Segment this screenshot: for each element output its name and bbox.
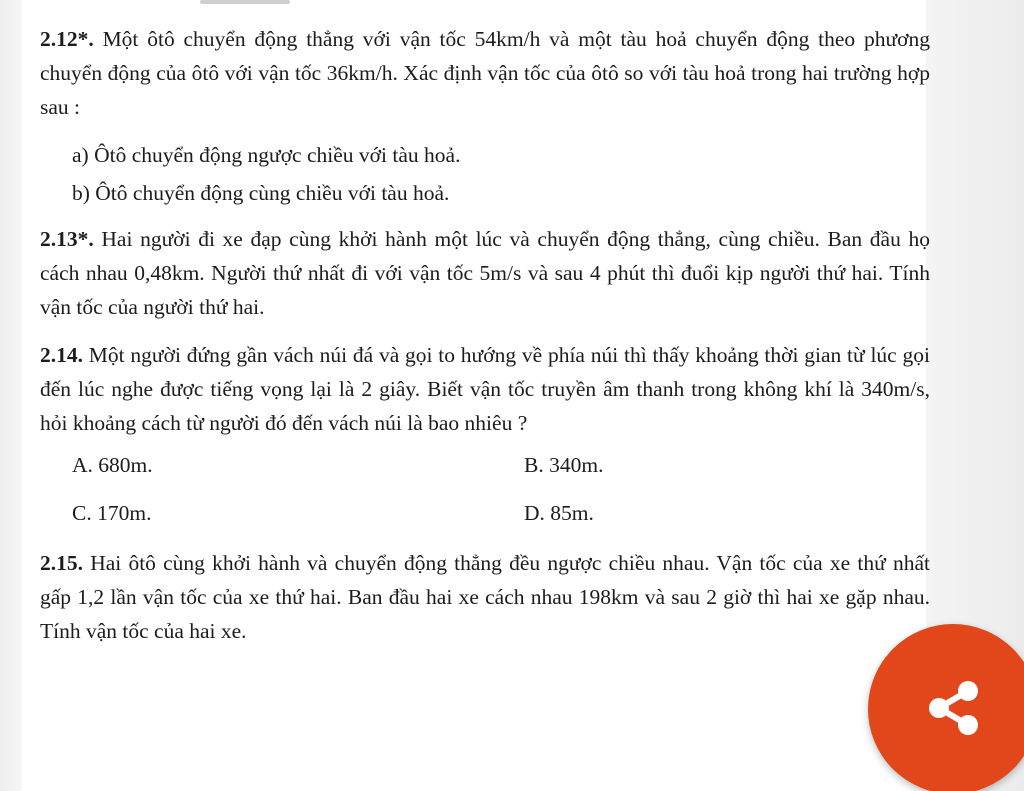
problem-text: Hai người đi xe đạp cùng khởi hành một lúc và chuyển động thẳng, cùng chiều. Ban đầu họ cách nhau 0,48km. Người thứ nhất đi với vận tốc 5m/s và sau 4 phút thì đuổi kịp người thứ hai. Tính vận tốc của người thứ hai. xyxy=(40,227,930,319)
problem-text: Hai ôtô cùng khởi hành và chuyển động thẳng đều ngược chiều nhau. Vận tốc của xe thứ nhất gấp 1,2 lần vận tốc của xe thứ hai. Ban đầu hai xe cách nhau 198km và sau 2 giờ thì hai xe gặp nhau. Tính vận tốc của hai xe. xyxy=(40,551,930,643)
scan-smudge xyxy=(200,0,290,4)
share-icon xyxy=(925,679,983,737)
problem-number: 2.15. xyxy=(40,551,83,575)
choice-d: D. 85m. xyxy=(524,501,594,525)
problem-part-b: b) Ôtô chuyển động cùng chiều với tàu hoả. xyxy=(72,181,450,205)
problem-2-15 xyxy=(40,546,930,648)
problem-list xyxy=(40,22,930,662)
problem-part-a: a) Ôtô chuyển động ngược chiều với tàu hoả. xyxy=(72,143,461,167)
problem-text: Một ôtô chuyển động thẳng với vận tốc 54km/h và một tàu hoả chuyển động theo phương chuyển động của ôtô với vận tốc 36km/h. Xác định vận tốc của ôtô so với tàu hoả trong hai trường hợp sau : xyxy=(40,27,930,119)
problem-number: 2.13*. xyxy=(40,227,94,251)
problem-text: Một người đứng gần vách núi đá và gọi to hướng về phía núi thì thấy khoảng thời gian từ lúc gọi đến lúc nghe được tiếng vọng lại là 2 giây. Biết vận tốc truyền âm thanh trong không khí là 340m/s, hỏi khoảng cách từ người đó đến vách núi là bao nhiêu ? xyxy=(40,343,930,435)
problem-2-12 xyxy=(40,22,930,124)
problem-number: 2.12*. xyxy=(40,27,94,51)
choice-a: A. 680m. xyxy=(72,453,153,477)
problem-2-13 xyxy=(40,222,930,324)
share-button[interactable] xyxy=(868,624,1024,791)
choice-b: B. 340m. xyxy=(524,453,604,477)
problem-number: 2.14. xyxy=(40,343,83,367)
problem-2-14 xyxy=(40,338,930,440)
choice-c: C. 170m. xyxy=(72,501,152,525)
scan-edge-left xyxy=(0,0,22,791)
answer-choices xyxy=(72,448,930,530)
